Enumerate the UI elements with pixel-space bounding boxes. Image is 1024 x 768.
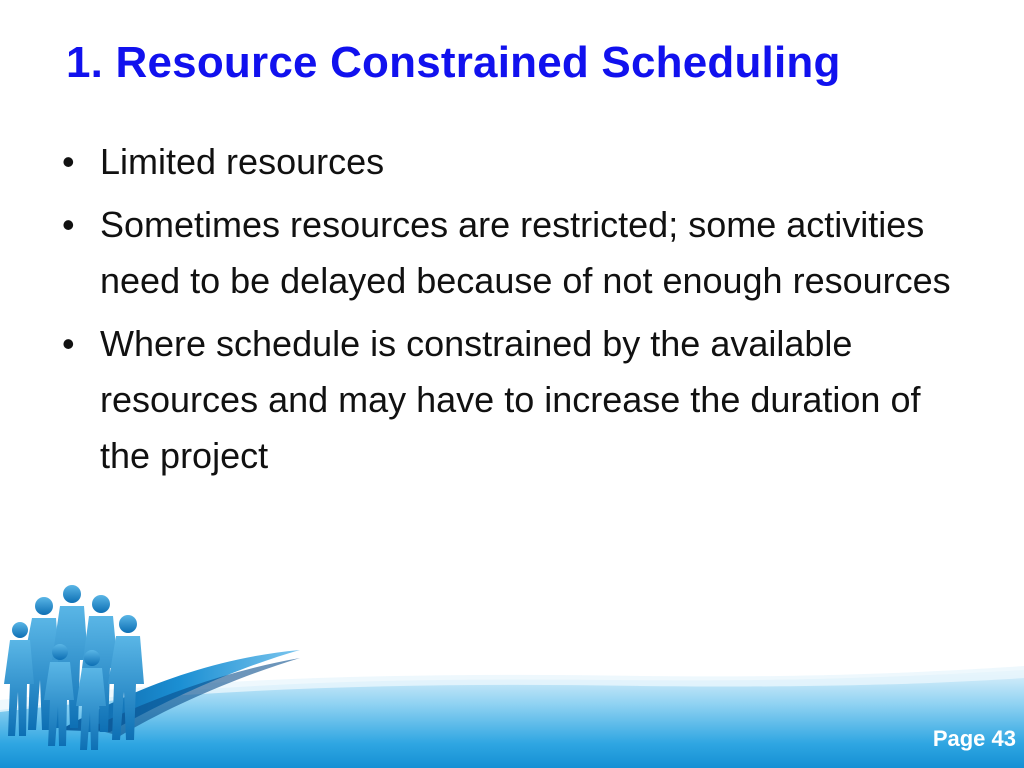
bullet-marker: • (62, 204, 75, 245)
bullet-item (60, 316, 980, 484)
bullet-item (60, 197, 980, 309)
bullet-text: Sometimes resources are restricted; some activities need to be delayed because of not enough resources (100, 204, 951, 301)
bullet-text: Where schedule is constrained by the available resources and may have to increase the duration of the project (100, 323, 921, 476)
bullet-list (60, 134, 980, 491)
slide-title: 1. Resource Constrained Scheduling (66, 38, 841, 87)
footer-graphic (0, 560, 1024, 768)
bullet-item (60, 134, 980, 190)
bullet-text: Limited resources (100, 141, 385, 182)
page-number: Page 43 (932, 726, 1016, 751)
bullet-marker: • (62, 141, 75, 182)
bullet-marker: • (62, 323, 75, 364)
